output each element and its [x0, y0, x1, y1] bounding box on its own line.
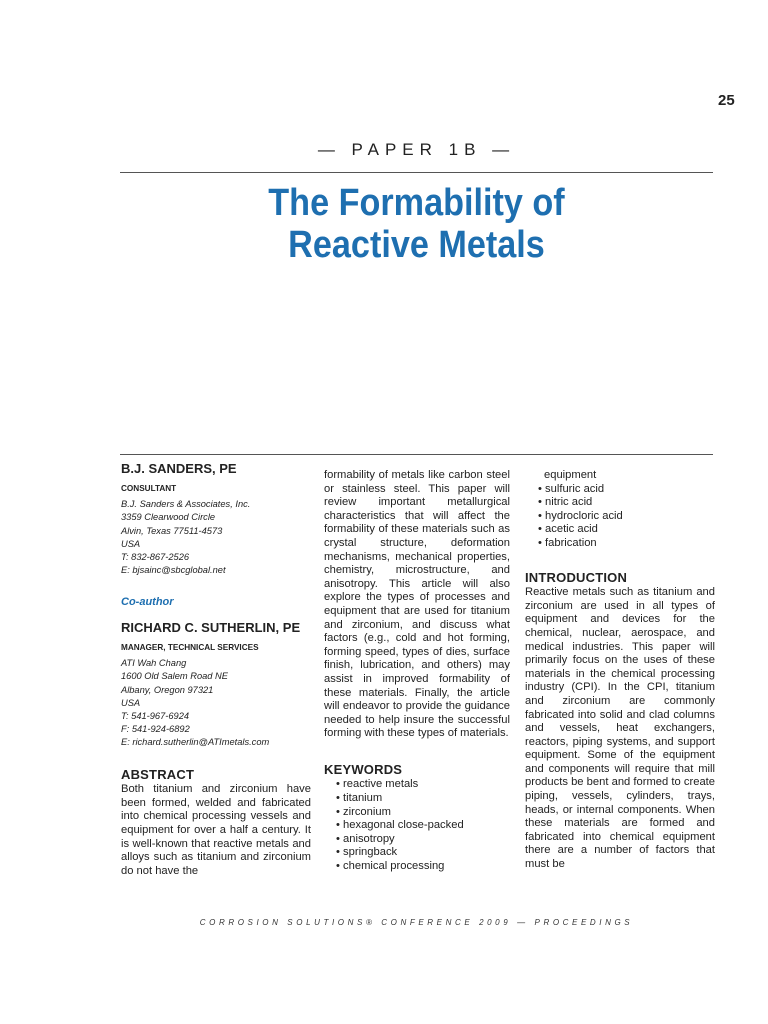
section-rule	[120, 454, 713, 455]
introduction-heading: INTRODUCTION	[525, 569, 628, 585]
keyword-item: • nitric acid	[538, 496, 715, 510]
address-line: ATI Wah Chang	[121, 658, 187, 669]
paper-label: — PAPER 1B —	[317, 140, 516, 159]
coauthor-name: RICHARD C. SUTHERLIN, PE	[121, 620, 301, 635]
keyword-item: • zirconium	[336, 806, 510, 820]
title-line-1: The Formability of	[268, 182, 565, 224]
title-line-2: Reactive Metals	[288, 224, 545, 266]
keyword-item: • chemical processing	[336, 860, 510, 874]
page-number: 25	[718, 92, 735, 109]
email-line: E: bjsainc@sbcglobal.net	[121, 565, 226, 576]
phone-line: T: 541-967-6924	[121, 711, 190, 721]
keyword-item: • acetic acid	[538, 523, 715, 537]
abstract-text-continued: formability of metals like carbon steel or stainless steel. This paper will review important metallurgical characteristics that will affect the formability of these materials such as crystal structure, deformation mechanisms, mechanical properties, chemistry, microstructure, and anisotropy. This article will also explore the types of processes and equipment that are used for titanium and zirconium, and discuss what factors (e.g., cold and hot forming, forming speed, types of dies, surface finish, lubrication, and others) may assist in improved formability of these materials. Finally, the article will endeavor to provide the guidance needed to help insure the successful forming with these types of materials.	[324, 469, 510, 740]
fax-line: F: 541-924-6892	[121, 724, 190, 735]
paper-title	[150, 182, 684, 266]
column-2	[324, 469, 510, 874]
keywords-list	[324, 778, 510, 873]
phone-line: T: 832-867-2526	[121, 552, 190, 562]
author-address	[121, 498, 311, 577]
keyword-item: • titanium	[336, 792, 510, 806]
address-line: Albany, Oregon 97321	[121, 684, 214, 695]
keyword-item: • hydrocloric acid	[538, 510, 715, 524]
address-line: B.J. Sanders & Associates, Inc.	[121, 499, 251, 510]
introduction-text: Reactive metals such as titanium and zirconium are used in all types of equipment and devices for the chemical, nuclear, aerospace, and medical industries. This paper will primarily focus on the uses of these materials in the chemical processing industry (CPI). In the CPI, titanium and zirconium are commonly fabricated into solid and clad columns and vessels, heat exchangers, reactors, piping systems, and support equipment. Some of the equipment and components will require that mill products be bent and formed to create piping, vessels, cylinders, trays, heads, or internal components. When these materials are formed and fabricated into chemical equipment there are a number of factors that must be	[525, 586, 715, 871]
address-line: USA	[121, 538, 141, 549]
author-name: B.J. SANDERS, PE	[121, 461, 237, 476]
keyword-item: equipment	[544, 469, 597, 481]
keywords-heading: KEYWORDS	[324, 761, 403, 777]
keyword-item: • springback	[336, 846, 510, 860]
address-line: 3359 Clearwood Circle	[121, 512, 216, 523]
address-line: Alvin, Texas 77511-4573	[121, 525, 223, 536]
page-footer: CORROSION SOLUTIONS® CONFERENCE 2009 — PROCEEDINGS	[199, 918, 634, 927]
author-role: CONSULTANT	[121, 483, 177, 493]
keyword-item: • fabrication	[538, 537, 715, 551]
email-line: E: richard.sutherlin@ATImetals.com	[121, 737, 270, 748]
coauthor-address	[121, 657, 311, 749]
address-line: USA	[121, 697, 141, 708]
coauthor-role: MANAGER, TECHNICAL SERVICES	[121, 642, 259, 652]
header-rule	[120, 172, 713, 173]
address-line: 1600 Old Salem Road NE	[121, 671, 228, 682]
column-1	[121, 462, 311, 878]
coauthor-label: Co-author	[121, 596, 174, 609]
keyword-item: • hexagonal close-packed	[336, 819, 510, 833]
keyword-item: • anisotropy	[336, 833, 510, 847]
keyword-item: • reactive metals	[336, 778, 510, 792]
column-3	[525, 469, 715, 872]
abstract-text: Both titanium and zirconium have been formed, welded and fabricated into chemical processing vessels and equipment for over a half a century. It is well-known that reactive metals and alloys such as titanium and zirconium do not have the	[121, 783, 311, 877]
keyword-item: • sulfuric acid	[538, 483, 715, 497]
abstract-heading: ABSTRACT	[121, 766, 195, 782]
keywords-list-continued	[525, 469, 715, 551]
